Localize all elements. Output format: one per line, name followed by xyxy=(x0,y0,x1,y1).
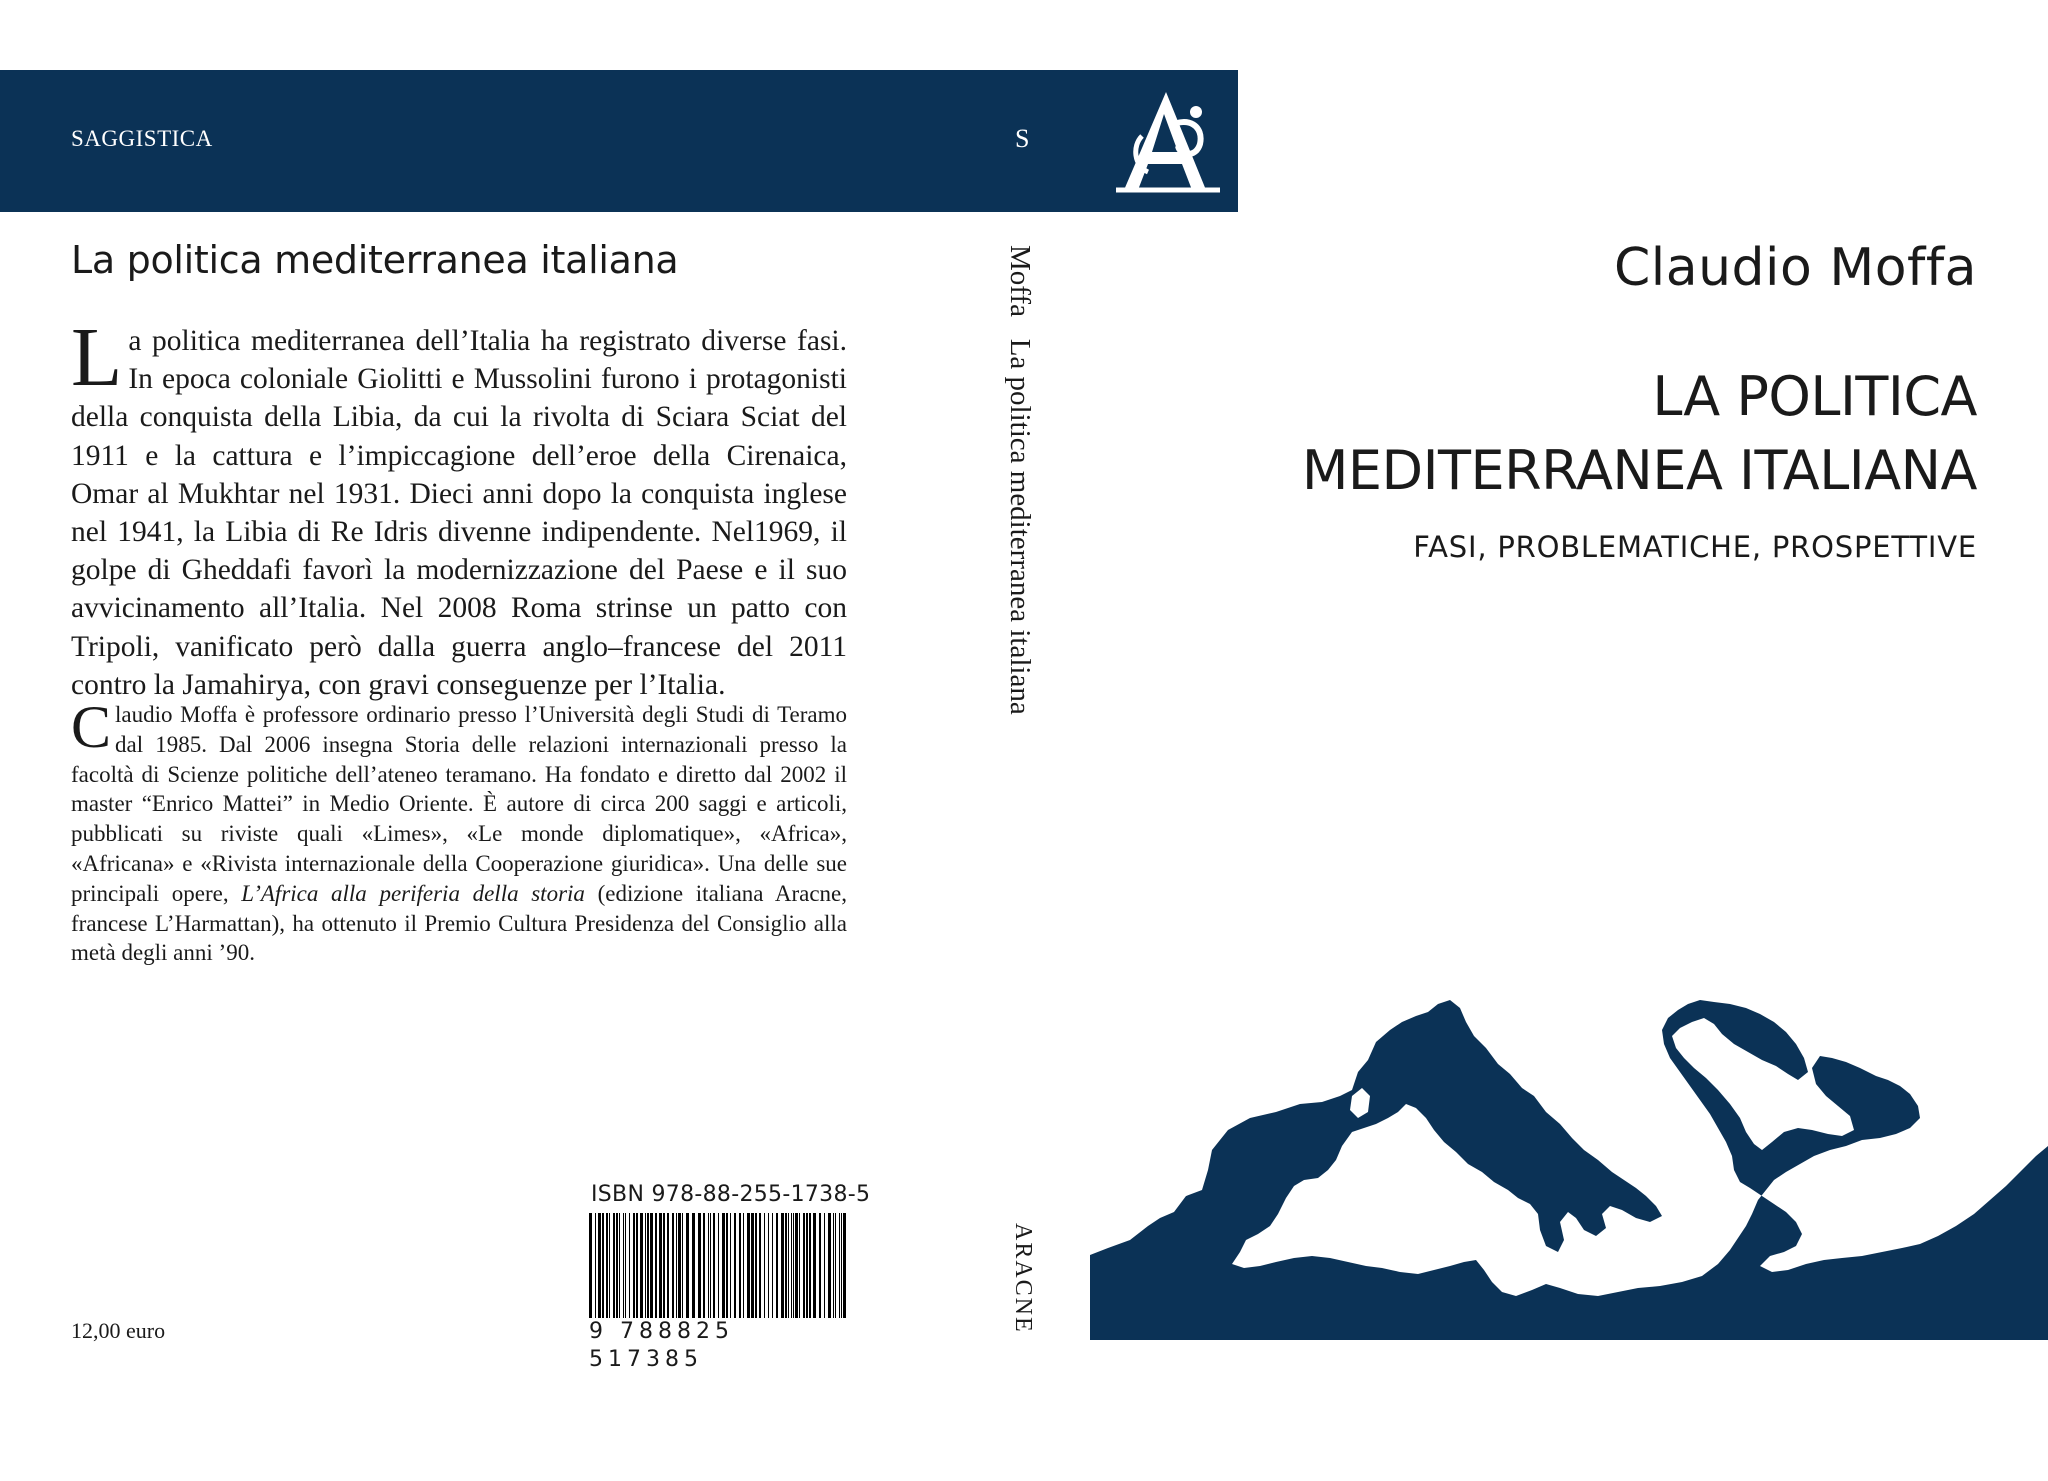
barcode-bar xyxy=(678,1213,681,1335)
barcode-bar xyxy=(606,1213,608,1335)
barcode-bar xyxy=(841,1213,842,1335)
barcode-bar xyxy=(682,1213,683,1335)
barcode-bar xyxy=(824,1213,825,1335)
spine-title: Moffa La politica mediterranea italiana xyxy=(1004,245,1036,715)
barcode-bar xyxy=(713,1213,715,1335)
barcode-bar xyxy=(843,1213,846,1335)
price: 12,00 euro xyxy=(71,1318,166,1343)
barcode-bar xyxy=(772,1213,773,1335)
barcode-bar xyxy=(833,1213,834,1335)
barcode-bar xyxy=(703,1213,705,1335)
barcode-bar xyxy=(636,1213,638,1335)
barcode-bar xyxy=(785,1213,787,1335)
barcode-bar xyxy=(734,1213,736,1335)
barcode-bar xyxy=(747,1213,750,1335)
barcode-bar xyxy=(672,1213,674,1335)
barcode-bar xyxy=(659,1213,662,1335)
barcode-bar xyxy=(650,1213,653,1335)
barcode-bar xyxy=(799,1213,800,1335)
mediterranean-map xyxy=(1090,1000,2048,1340)
barcode-bar xyxy=(640,1213,643,1335)
barcode-bar xyxy=(645,1213,646,1335)
barcode-digits: 9 788825 517385 xyxy=(589,1318,847,1374)
barcode-bar xyxy=(616,1213,618,1335)
barcode-bar xyxy=(730,1213,731,1335)
barcode-bar xyxy=(793,1213,794,1335)
barcode-bar xyxy=(708,1213,709,1335)
barcode-bar xyxy=(710,1213,711,1335)
barcode xyxy=(587,1213,849,1335)
barcode-bar xyxy=(764,1213,765,1335)
drop-cap: L xyxy=(71,311,123,404)
bio-text-end: (edizione italiana Aracne, francese L’Harmattan), ha ottenuto il Premio Cultura Presidenza del Consiglio alla metà degli anni ’90. xyxy=(71,880,848,966)
barcode-bar xyxy=(686,1213,689,1335)
cover-title-line-1: LA POLITICA xyxy=(1652,365,1977,428)
back-cover-title: La politica mediterranea italiana xyxy=(71,238,679,282)
description-text: a politica mediterranea dell’Italia ha registrato diverse fasi. In epoca coloniale Giolitti e Mussolini furono i protagonisti della conquista della Libia, da cui la rivolta di Sciara Sciat del 1911 e la cattura e l’impiccagione dell’eroe della Cirenaica, Omar al Mukhtar nel 1931. Dieci anni dopo la conquista inglese nel 1941, la Libia di Re Idris divenne indipendente. Nel1969, il golpe di Gheddafi favorì la modernizzazione del Paese e il suo avvicinamento all’Italia. Nel 2008 Roma strinse un patto con Tripoli, vanificato però dalla guerra anglo–francese del 2011 contro la Jamahirya, con gravi conseguenze per l’Italia. xyxy=(71,325,847,701)
barcode-bar xyxy=(663,1213,665,1335)
barcode-bar xyxy=(602,1213,604,1335)
barcode-bar xyxy=(609,1213,610,1335)
barcode-bar xyxy=(625,1213,626,1335)
isbn: ISBN 978-88-255-1738-5 xyxy=(591,1182,871,1207)
barcode-bar xyxy=(589,1213,592,1335)
author-bio xyxy=(71,694,848,968)
barcode-bar xyxy=(726,1213,728,1335)
barcode-bar xyxy=(768,1213,769,1335)
barcode-bar xyxy=(655,1213,657,1335)
author-name: Claudio Moffa xyxy=(1613,238,1977,298)
bio-text: laudio Moffa è professore ordinario presso l’Università degli Studi di Teramo dal 1985. Dal 2006 insegna Storia delle relazioni internazionali presso la facoltà di Scienze politiche dell’ateneo teramano. Ha fondato e diretto dal 2002 il master “Enrico Mattei” in Medio Oriente. È autore di circa 200 saggi e articoli, pubblicati su riviste quali «Limes», «Le monde diplomatique», «Africa», «Africana» e «Rivista internazionale della Cooperazione giuridica». Una delle sue principali opere, xyxy=(71,702,847,906)
book-description xyxy=(71,311,847,704)
barcode-bar xyxy=(623,1213,624,1335)
barcode-bar xyxy=(667,1213,669,1335)
barcode-bar xyxy=(633,1213,635,1335)
barcode-bar xyxy=(619,1213,620,1335)
bio-drop-cap: C xyxy=(71,694,112,760)
barcode-bar xyxy=(788,1213,789,1335)
barcode-bar xyxy=(647,1213,649,1335)
barcode-bar xyxy=(613,1213,615,1335)
barcode-bar xyxy=(839,1213,840,1335)
barcode-bar xyxy=(835,1213,836,1335)
barcode-bar xyxy=(595,1213,596,1335)
barcode-bar xyxy=(755,1213,757,1335)
publisher-logo-icon xyxy=(1108,86,1228,198)
cover-subtitle: FASI, PROBLEMATICHE, PROSPETTIVE xyxy=(1413,530,1977,564)
barcode-bar xyxy=(776,1213,778,1335)
barcode-bar xyxy=(692,1213,695,1335)
barcode-bar xyxy=(781,1213,784,1335)
spine-publisher: ARACNE xyxy=(1010,1223,1036,1334)
barcode-bar xyxy=(743,1213,744,1335)
series-label: SAGGISTICA xyxy=(71,126,213,151)
barcode-bar xyxy=(718,1213,719,1335)
barcode-bar xyxy=(795,1213,798,1335)
barcode-bar xyxy=(803,1213,805,1335)
cover-title xyxy=(1302,360,1977,508)
barcode-bar xyxy=(809,1213,811,1335)
cover-title-line-2: MEDITERRANEA ITALIANA xyxy=(1301,439,1977,502)
barcode-bar xyxy=(751,1213,754,1335)
barcode-bar xyxy=(676,1213,677,1335)
barcode-bar xyxy=(739,1213,741,1335)
spine-series-letter: S xyxy=(1015,124,1030,153)
barcode-bar xyxy=(598,1213,601,1335)
barcode-bar xyxy=(813,1213,816,1335)
barcode-bar xyxy=(791,1213,792,1335)
barcode-bar xyxy=(698,1213,701,1335)
bio-book-title: L’Africa alla periferia della storia xyxy=(241,880,585,906)
barcode-bar xyxy=(722,1213,725,1335)
barcode-bar xyxy=(828,1213,831,1335)
barcode-bar xyxy=(759,1213,761,1335)
barcode-bar xyxy=(819,1213,821,1335)
barcode-bar xyxy=(629,1213,630,1335)
barcode-bar xyxy=(806,1213,808,1335)
